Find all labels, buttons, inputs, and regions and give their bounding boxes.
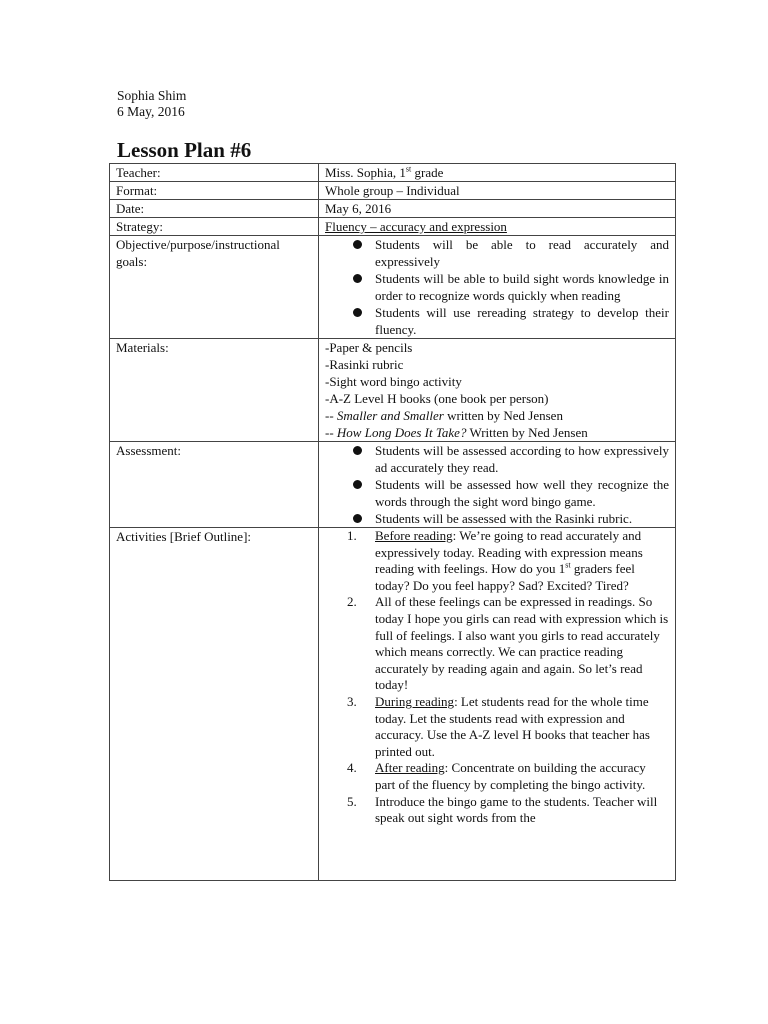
assessment-label: Assessment:: [110, 442, 319, 528]
list-item: Students will be able to read accurately and expressively: [375, 237, 669, 269]
format-value: Whole group – Individual: [319, 182, 676, 200]
date-label: Date:: [110, 200, 319, 218]
list-item: -A-Z Level H books (one book per person): [325, 391, 549, 406]
objective-row: [110, 236, 676, 339]
objective-value: [319, 236, 676, 339]
list-item: 2. All of these feelings can be expressed in readings. So today I hope you girls can read with expression which is full of feelings. I also want you girls to read accurately which means correctly. We can practice reading accurately by reading again and again. So let’s read today!: [347, 594, 669, 693]
format-row: [110, 182, 676, 200]
materials-value: [319, 339, 676, 442]
document-date: 6 May, 2016: [117, 104, 185, 119]
list-item: 1. Before reading: We’re going to read accurately and expressively today. Reading with expression means reading with feelings. How do you 1st graders feel today? Do you feel happy? Sad? Excited? Tired?: [347, 528, 643, 593]
activities-label: Activities [Brief Outline]:: [110, 528, 319, 881]
materials-row: [110, 339, 676, 442]
list-item: Students will be assessed with the Rasinki rubric.: [375, 510, 669, 527]
list-item: 5. Introduce the bingo game to the students. Teacher will speak out sight words from the: [347, 793, 658, 826]
lesson-plan-table: [109, 163, 676, 881]
assessment-list: [325, 442, 669, 527]
list-item: -Paper & pencils: [325, 340, 413, 355]
activities-clip: [325, 528, 669, 880]
materials-label: Materials:: [110, 339, 319, 442]
date-value: May 6, 2016: [319, 200, 676, 218]
book-item: -- How Long Does It Take? Written by Ned Jensen: [325, 425, 588, 440]
book-item: -- Smaller and Smaller written by Ned Jensen: [325, 408, 563, 423]
teacher-row: [110, 164, 676, 182]
document-header: [117, 88, 186, 120]
list-item: -Rasinki rubric: [325, 357, 404, 372]
list-item: -Sight word bingo activity: [325, 374, 462, 389]
activities-list: [325, 528, 669, 827]
objective-list: [325, 236, 669, 338]
strategy-label: Strategy:: [110, 218, 319, 236]
list-item: Students will be able to build sight words knowledge in order to recognize words quickly when reading: [375, 271, 669, 303]
format-label: Format:: [110, 182, 319, 200]
objective-label: Objective/purpose/instructional goals:: [110, 236, 319, 339]
list-item: Students will be assessed according to how expressively ad accurately they read.: [375, 443, 669, 475]
assessment-row: [110, 442, 676, 528]
list-item: Students will use rereading strategy to develop their fluency.: [375, 305, 669, 337]
list-item: 4. After reading: Concentrate on building the accuracy part of the fluency by completing the bingo activity.: [347, 760, 646, 792]
assessment-value: [319, 442, 676, 528]
list-item: 3. During reading: Let students read for the whole time today. Let the students read with expression and accuracy. Use the A-Z level H books that teacher has printed out.: [347, 693, 650, 759]
list-item: Students will be assessed how well they recognize the words through the sight word bingo game.: [375, 477, 669, 509]
strategy-row: [110, 218, 676, 236]
author-name: Sophia Shim: [117, 88, 187, 103]
activities-value: [319, 528, 676, 881]
activities-row: [110, 528, 676, 881]
teacher-value: Miss. Sophia, 1st grade: [319, 164, 676, 182]
page-title: Lesson Plan #6: [117, 138, 252, 162]
strategy-value: Fluency – accuracy and expression: [319, 218, 676, 236]
teacher-label: Teacher:: [110, 164, 319, 182]
date-row: [110, 200, 676, 218]
